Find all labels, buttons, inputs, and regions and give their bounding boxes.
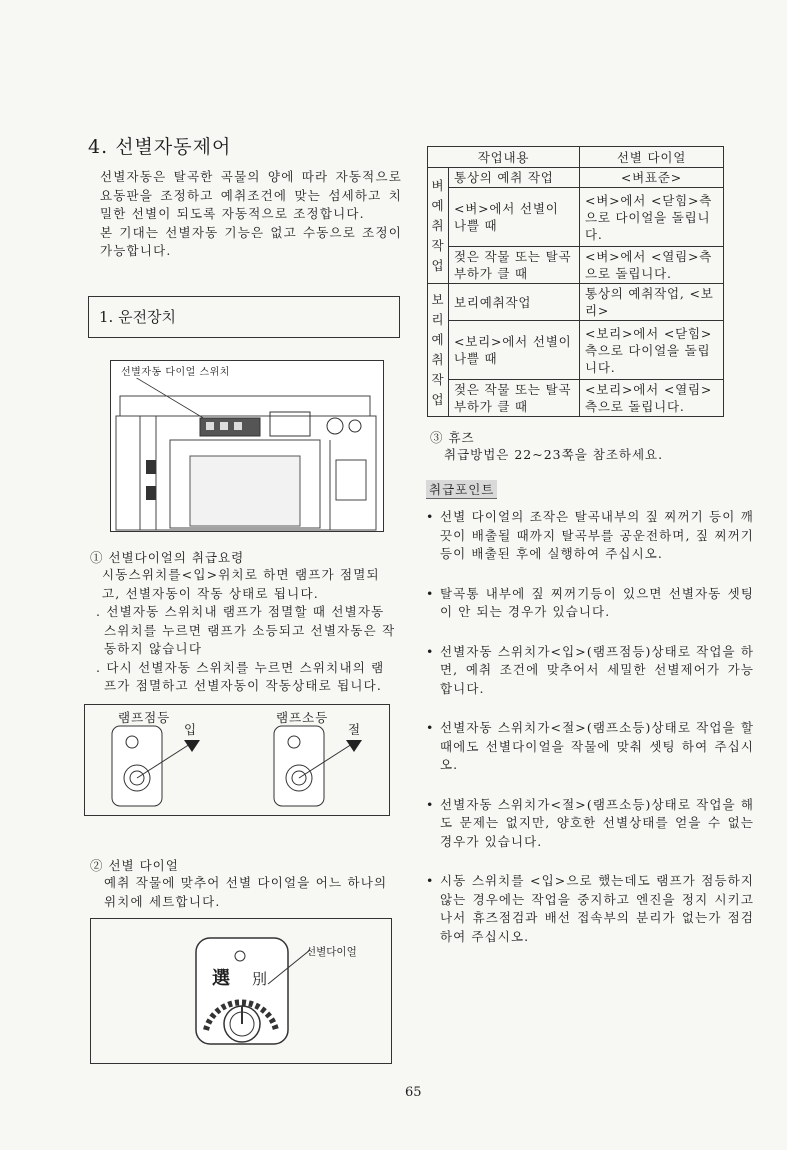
table-cell-dial: <벼표준>	[580, 168, 724, 188]
lamp-off-switch-icon	[272, 724, 372, 810]
dial-char-right: 別	[252, 970, 268, 988]
tips-list	[426, 508, 754, 967]
item1-line3: . 다시 선별자동 스위치를 누르면 스위치내의 램프가 점멸하고 선별자동이 작동상태로 됩니다.	[96, 659, 385, 693]
table-row	[428, 284, 724, 321]
table-cell-dial: <보리>에서 <열림>측으로 돌립니다.	[580, 380, 724, 417]
table-cell-work: 보리예취작업	[449, 284, 580, 321]
intro-paragraph-2: 본 기대는 선별자동 기능은 없고 수동으로 조정이 가능합니다.	[100, 224, 402, 258]
item1-title: ① 선별다이얼의 취급요령	[90, 550, 245, 565]
lamp-off-label: 램프소등	[276, 710, 329, 725]
operation-table	[427, 146, 724, 417]
table-header-row	[428, 147, 724, 168]
item2-text: 예취 작물에 맞추어 선별 다이얼을 어느 하나의 위치에 세트합니다.	[104, 875, 388, 909]
list-item: • 선별자동 스위치가<입>(램프점등)상태로 작업을 하면, 예취 조건에 맞추어서 세밀한 선별제어가 가능 합니다.	[426, 643, 754, 699]
intro-paragraph-1: 선별자동은 탈곡한 곡물의 양에 따라 자동적으로 요동판을 조정하고 예취조건에 맞는 섬세하고 치밀한 선별이 되도록 자동적으로 조정합니다.	[100, 169, 402, 221]
page-title	[88, 132, 231, 159]
table-cell-dial: <벼>에서 <열림>측으로 돌립니다.	[580, 247, 724, 284]
list-item: • 시동 스위치를 <입>으로 했는데도 램프가 점등하지 않는 경우에는 작업을 중지하고 엔진을 정지 시키고 나서 휴즈점검과 배선 접속부의 분리가 없는가 점검 하여 주십시오.	[426, 872, 754, 946]
item1-line2: . 선별자동 스위치내 램프가 점멸할 때 선별자동 스위치를 누르면 램프가 소등되고 선별자동은 작동하지 않습니다	[96, 604, 396, 656]
table-cell-work: <벼>에서 선별이 나쁠 때	[449, 188, 580, 247]
section-title-box	[88, 296, 400, 338]
list-item: • 탈곡통 내부에 짚 찌꺼기등이 있으면 선별자동 셋팅이 안 되는 경우가 있습니다.	[426, 585, 754, 622]
lamp-on-mark: 입	[184, 722, 198, 737]
table-header-work: 작업내용	[428, 147, 580, 168]
machine-panel-illustration	[110, 360, 384, 532]
list-item: • 선별 다이얼의 조작은 탈곡내부의 짚 찌꺼기 등이 깨끗이 배출될 때까지 탈곡부를 공운전하며, 짚 찌꺼기 등이 배출된 후에 실행하여 주십시오.	[426, 508, 754, 564]
list-item: • 선별자동 스위치가<절>(램프소등)상태로 작업을 할 때에도 선별다이얼을 작물에 맞춰 셋팅 하여 주십시오.	[426, 719, 754, 775]
table-row	[428, 321, 724, 380]
intro-text	[100, 168, 402, 261]
heading-number: 4.	[88, 136, 109, 158]
page-number: 65	[405, 1085, 422, 1100]
table-row	[428, 380, 724, 417]
table-row	[428, 168, 724, 188]
fuse-title: ③ 휴즈	[430, 430, 475, 445]
section-title: 1. 운전장치	[99, 308, 177, 326]
dial-char-left: 選	[212, 968, 230, 989]
table-row	[428, 247, 724, 284]
list-item: • 선별자동 스위치가<절>(램프소등)상태로 작업을 해도 문제는 없지만, 양호한 선별상태를 얻을 수 없는 경우가 있습니다.	[426, 796, 754, 852]
table-group-barley: 보 리 예 취 작 업	[428, 284, 449, 417]
table-cell-work: 젖은 작물 또는 탈곡부하가 클 때	[449, 380, 580, 417]
item2-title: ② 선별 다이얼	[90, 858, 179, 873]
table-group-rice: 벼 예 취 작 업	[428, 168, 449, 284]
item1-line1: 시동스위치를<입>위치로 하면 램프가 점멸되고, 선별자동이 작동 상태로 됩니다.	[102, 567, 380, 601]
figure-machine-caption: 선별자동 다이얼 스위치	[118, 363, 233, 378]
table-header-dial: 선별 다이얼	[580, 147, 724, 168]
table-cell-work: 젖은 작물 또는 탈곡부하가 클 때	[449, 247, 580, 284]
lamp-on-label: 램프점등	[118, 710, 171, 725]
table-row	[428, 188, 724, 247]
table-cell-work: 통상의 예취 작업	[449, 168, 580, 188]
dial-label: 선별다이얼	[306, 946, 357, 958]
tips-label: 취급포인트	[426, 480, 497, 499]
table-cell-dial: 통상의 예취작업, <보리>	[580, 284, 724, 321]
table-cell-dial: <벼>에서 <닫힘>측으로 다이얼을 돌립니다.	[580, 188, 724, 247]
fuse-text: 취급방법은 22~23쪽을 참조하세요.	[444, 447, 664, 462]
item1-text	[96, 566, 396, 696]
lamp-off-mark: 절	[348, 722, 362, 737]
table-cell-work: <보리>에서 선별이 나쁠 때	[449, 321, 580, 380]
table-cell-dial: <보리>에서 <닫힘>측으로 다이얼을 돌립니다.	[580, 321, 724, 380]
heading-text: 선별자동제어	[115, 136, 232, 158]
lamp-on-switch-icon	[110, 724, 210, 810]
